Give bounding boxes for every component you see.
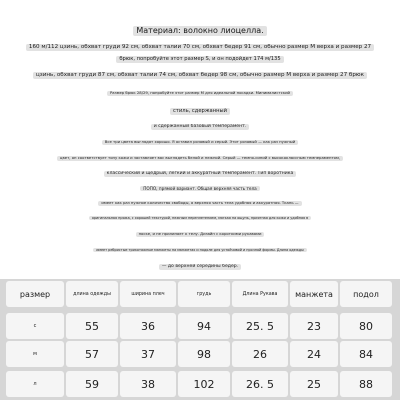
length-line	[0, 264, 400, 270]
size-row-m	[0, 341, 400, 373]
size-label: м	[6, 341, 64, 367]
description-line: цвет, он соответствует тону кожи и заставляет вас выглядеть белой и нежной. Серый — темно-синий с высококлассным темпераментом,	[57, 156, 343, 161]
value-cuff: 25	[290, 371, 338, 397]
description-line: Размер брюк 28/29, попробуйте этот размер М для идеальной посадки. Минималистский	[107, 91, 293, 96]
header-cell-length: длина одежды	[66, 281, 118, 307]
value-chest: 98	[178, 341, 230, 367]
description-line: Материал: волокно лиоцелла.	[133, 26, 266, 36]
temperament-line	[0, 124, 400, 130]
header-cell-shoulder: ширина плеч	[120, 281, 176, 307]
description-line: 160 м/112 цзинь, обхват груди 92 см, обхват талии 70 см, обхват бедер 91 см, обычно размер М верха и размер 27	[26, 44, 374, 51]
size-table	[0, 279, 400, 400]
value-sleeve: 26	[232, 341, 288, 367]
sleeve-line	[0, 232, 400, 237]
material-line	[0, 26, 400, 36]
description-line: ПОПО, прямой вариант. Общая верхняя часть тела	[140, 186, 259, 191]
description-line: имеет как раз нужное количество свободы, а верхняя часть тела удобная и аккуратная. Ткань —	[98, 201, 301, 206]
fit-line-cont	[0, 201, 400, 206]
size-table-header	[0, 281, 400, 313]
value-chest: 102	[178, 371, 230, 397]
value-hem: 88	[340, 371, 392, 397]
description-line: Все три цвета выглядят хорошо. Я оставил розовый и серый. Этот розовый — как раз нужный	[102, 140, 299, 145]
description-line: стиль, сдержанный	[170, 108, 230, 115]
value-cuff: 24	[290, 341, 338, 367]
description-line: носке, и не прилипает к телу. Дизайн с короткими рукавами	[136, 232, 265, 237]
description-line: оригинальная пряжа, с хорошей текстурой, нежным переплетением, мягкая на ощупь, приятная для кожи и удобная в	[89, 216, 311, 220]
description-line: цзинь, обхват груди 87 см, обхват талии 74 см, обхват бедер 98 см, обычно размер М верха и размер 27 брюк	[33, 72, 367, 79]
fit-line	[0, 186, 400, 191]
collar-line	[0, 171, 400, 177]
model-1-line	[0, 44, 400, 51]
header-cell-sleeve: Длина Рукава	[232, 281, 288, 307]
fabric-line	[0, 216, 400, 220]
header-cell-hem: подол	[340, 281, 392, 307]
size-label: л	[6, 371, 64, 397]
value-shoulder: 36	[120, 313, 176, 339]
value-sleeve: 26. 5	[232, 371, 288, 397]
value-shoulder: 38	[120, 371, 176, 397]
description-line: — до верхней середины бедер.	[159, 264, 241, 270]
description-line: классический и щедрый, легкий и аккуратный темперамент. Тип воротника	[104, 171, 297, 177]
value-chest: 94	[178, 313, 230, 339]
value-length: 55	[66, 313, 118, 339]
header-cell-size: размер	[6, 281, 64, 307]
header-cell-cuff: манжета	[290, 281, 338, 307]
description-line: и сдержанный базовый темперамент.	[151, 124, 250, 130]
value-sleeve: 25. 5	[232, 313, 288, 339]
size-row-l	[0, 371, 400, 403]
size-label: с	[6, 313, 64, 339]
header-cell-chest: грудь	[178, 281, 230, 307]
model-1-line-cont	[0, 56, 400, 63]
value-shoulder: 37	[120, 341, 176, 367]
value-length: 59	[66, 371, 118, 397]
value-length: 57	[66, 341, 118, 367]
colors-line	[0, 140, 400, 145]
style-line	[0, 108, 400, 115]
value-cuff: 23	[290, 313, 338, 339]
value-hem: 84	[340, 341, 392, 367]
description-line: брюк, попробуйте этот размер S, и он подойдет 174 м/135	[116, 56, 283, 63]
model-2-line	[0, 72, 400, 79]
cuff-line	[0, 248, 400, 252]
value-hem: 80	[340, 313, 392, 339]
description-line: имеет ребристые трикотажные манжеты на манжетах и подоле для устойчивой и прочной формы. Длина одежды	[93, 248, 307, 252]
model-2-line-cont	[0, 91, 400, 96]
colors-line-cont	[0, 156, 400, 161]
